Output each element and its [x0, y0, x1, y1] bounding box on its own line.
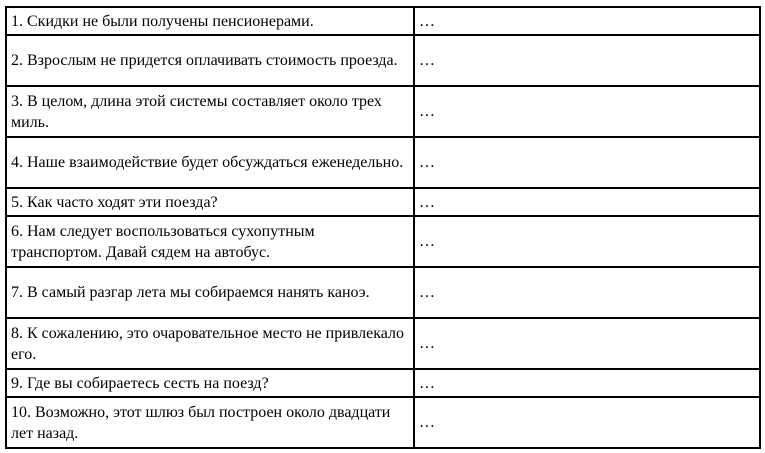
sentence-cell: 9. Где вы собираетесь сесть на поезд?	[6, 369, 414, 397]
answer-cell	[414, 137, 760, 188]
table-row	[6, 137, 760, 188]
table-row	[6, 216, 760, 267]
sentence-cell: 1. Скидки не были получены пенсионерами.	[6, 7, 414, 35]
table-row	[6, 397, 760, 448]
answer-cell	[414, 397, 760, 448]
table-row	[6, 318, 760, 369]
answer-placeholder: …	[419, 284, 435, 301]
answer-placeholder: …	[419, 12, 435, 30]
answer-cell	[414, 35, 760, 86]
translation-table	[5, 6, 761, 449]
sentence-cell: 4. Наше взаимодействие будет обсуждаться еженедельно.	[6, 137, 414, 188]
sentence-cell: 6. Нам следует воспользоваться сухопутным транспортом. Давай сядем на автобус.	[6, 216, 414, 267]
sentence-cell: 3. В целом, длина этой системы составляет около трех миль.	[6, 86, 414, 137]
sentence-cell: 5. Как часто ходят эти поезда?	[6, 188, 414, 216]
answer-placeholder: …	[419, 52, 435, 69]
answer-cell	[414, 7, 760, 35]
answer-placeholder: …	[419, 233, 435, 250]
answer-cell	[414, 188, 760, 216]
answer-cell	[414, 267, 760, 318]
table-row	[6, 86, 760, 137]
answer-placeholder: …	[419, 193, 435, 211]
table-row	[6, 35, 760, 86]
sentence-cell: 10. Возможно, этот шлюз был построен около двадцати лет назад.	[6, 397, 414, 448]
answer-cell	[414, 369, 760, 397]
answer-placeholder: …	[419, 103, 435, 120]
answer-placeholder: …	[419, 414, 435, 431]
sentence-cell: 7. В самый разгар лета мы собираемся нанять каноэ.	[6, 267, 414, 318]
answer-cell	[414, 318, 760, 369]
answer-cell	[414, 86, 760, 137]
answer-placeholder: …	[419, 335, 435, 352]
table-row	[6, 188, 760, 216]
answer-placeholder: …	[419, 374, 435, 392]
sentence-cell: 8. К сожалению, это очаровательное место не привлекало его.	[6, 318, 414, 369]
answer-placeholder: …	[419, 154, 435, 171]
table-row	[6, 7, 760, 35]
answer-cell	[414, 216, 760, 267]
table-row	[6, 369, 760, 397]
sentence-cell: 2. Взрослым не придется оплачивать стоимость проезда.	[6, 35, 414, 86]
table-row	[6, 267, 760, 318]
